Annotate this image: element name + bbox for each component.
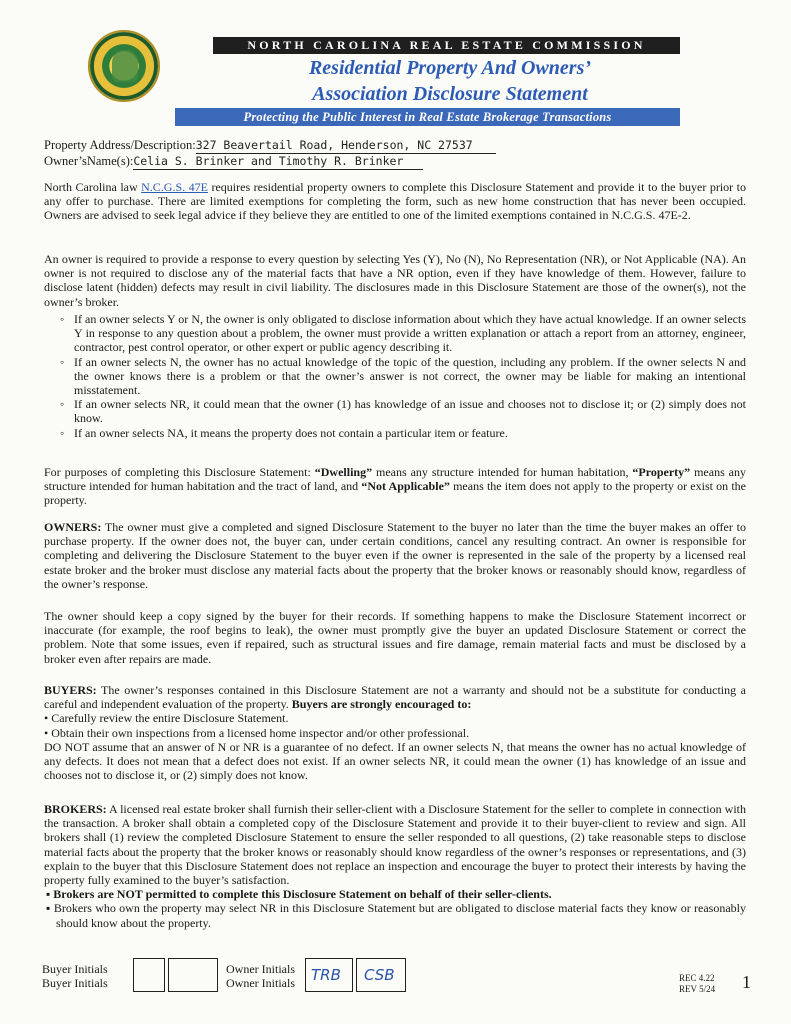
brokers-text: A licensed real estate broker shall furnish their seller-client with a Disclosure Statement for the seller to complete in connection with the transaction. A broker shall obtain a completed copy of the Disclosure Statement and provide it to their buyer-client to review and sign. All brokers shall (1) review the completed Disclosure Statement to ensure the seller responded to all questions, (2) take reasonable steps to disclose material facts about the property that the broker knows or reasonably should know regardless of the owner’s responses or representations, and (3) explain to the buyer that this Disclosure Statement does not replace an inspection and encourage the buyer to protect their interests by having the property fully examined to the buyer’s satisfaction. [44,802,746,888]
def-property: “Property” [632,465,691,479]
owners-section [44,520,746,591]
owners-name-field[interactable]: Celia S. Brinker and Timothy R. Brinker [133,153,423,170]
intro-text-pre: North Carolina law [44,180,142,194]
intro-text-post: requires residential property owners to complete this Disclosure Statement and provide it to the buyer prior to any offer to purchase. There are limited exemptions for completing the form, such as new home construction that has never been occupied. Owners are advised to seek legal advice if they believe they are entitled to one of the limited exemptions contained in N.C.G.S. 47E-2. [44,180,746,223]
commission-banner: NORTH CAROLINA REAL ESTATE COMMISSION [213,37,680,54]
response-bullets [44,312,746,440]
ncrec-seal-logo [88,30,160,102]
owners-name-row [44,153,423,170]
tagline: Protecting the Public Interest in Real Estate Brokerage Transactions [175,108,680,126]
buyer-initials-label-1: Buyer Initials [42,962,108,976]
revision-info [679,973,715,995]
def-post: means the item does not apply to the property or exist on the property. [44,479,747,508]
brokers-own-property: Brokers who own the property may select NR in this Disclosure Statement but are obligated to disclose material facts they know or reasonably should know about the property. [53,901,746,930]
owner-initials-signature-2: CSB [364,966,395,984]
owner-initials-label-1: Owner Initials [226,962,295,976]
bullet-n: ◦ If an owner selects N, the owner has no actual knowledge of the topic of the question, including any problem. If the owner selects N and the owner knows there is a problem or that the owner’s answer is not correct, the owner may be liable for making an intentional misstatement. [74,355,746,398]
page-number: 1 [742,972,751,992]
property-address-field[interactable]: 327 Beavertail Road, Henderson, NC 27537 [196,137,496,154]
def-na: “Not Applicable” [361,479,450,494]
bullet-y-or-n: ◦ If an owner selects Y or N, the owner is only obligated to disclose information about which they have actual knowledge. If an owner selects Y in response to any question about a problem, the owner must provide a written explanation or attach a report from an attorney, engineer, contractor, pest control operator, or other expert or public agency describing it. [74,312,746,355]
buyers-heading: BUYERS: [44,683,97,697]
rev-date: REV 5/24 [679,984,716,994]
buyers-item-review: • Carefully review the entire Disclosure Statement. [44,711,289,726]
property-address-label: Property Address/Description: [44,138,196,152]
owners-heading: OWNERS: [44,520,102,534]
def-mid1: means any structure intended for human habitation, [372,465,633,479]
property-address-row [44,137,496,154]
buyer-initials-box-1[interactable] [133,958,165,992]
bullet-nr: ◦ If an owner selects NR, it could mean that the owner (1) has knowledge of an issue and chooses not to disclose it; or (2) simply does not know. [74,397,746,425]
buyers-encouraged: Buyers are strongly encouraged to: [291,697,472,712]
buyers-text: The owner’s responses contained in this Disclosure Statement are not a warranty and should not be a substitute for conducting a careful and independent evaluation of the property. [44,683,746,712]
statute-link[interactable]: N.C.G.S. 47E [141,180,208,194]
def-pre: For purposes of completing this Disclosure Statement: [44,465,315,479]
rev-code: REC 4.22 [679,973,715,983]
buyers-warning: DO NOT assume that an answer of N or NR is a guarantee of no defect. If an owner selects N, that means the owner has no actual knowledge of any defects. It does not mean that a defect does not exist. If an owner selects NR, it could mean the owner (1) has knowledge of an issue and chooses not to disclose it, or (2) simply does not know. [44,739,746,783]
update-paragraph [44,609,746,666]
response-text: An owner is required to provide a response to every question by selecting Yes (Y), No (N), No Representation (NR), or Not Applicable (NA). An owner is not required to disclose any of the material facts that have a NR option, even if they have knowledge of them. However, failure to disclose latent (hidden) defects may result in civil liability. The disclosures made in this Disclosure Statement are those of the owner(s), not the owner’s broker. [44,252,746,309]
definitions-paragraph [44,465,746,508]
buyers-item-inspect: • Obtain their own inspections from a licensed home inspector and/or other professional. [44,725,470,740]
bullet-na: ◦ If an owner selects NA, it means the property does not contain a particular item or feature. [74,426,746,440]
brokers-heading: BROKERS: [44,802,107,816]
form-title-line2: Association Disclosure Statement [312,83,588,105]
def-mid2: means any structure intended for human habitation and the tract of land, and [44,465,746,494]
def-dwelling: “Dwelling” [314,465,373,479]
owners-text: The owner must give a completed and signed Disclosure Statement to the buyer no later than the time the buyer makes an offer to purchase property. If the owner does not, the buyer can, under certain conditions, cancel any resulting contract. An owner is responsible for completing and delivering the Disclosure Statement to the buyer even if the owner is represented in the sale of the property by a licensed real estate broker and the broker must disclose any material facts about the property that the broker knows or reasonably should know, regardless of the owner’s response. [44,520,746,591]
owner-initials-label-2: Owner Initials [226,976,295,990]
owner-initials-signature-1: TRB [311,966,341,984]
update-text: The owner should keep a copy signed by the buyer for their records. If something happens to make the Disclosure Statement incorrect or inaccurate (for example, the roof begins to leak), the owner must promptly give the buyer an updated Disclosure Statement or correct the problem. Note that some issues, even if repaired, such as structural issues and fire damage, remain material facts and must be disclosed by a broker even after repairs are made. [44,609,746,666]
intro-paragraph [44,180,746,223]
owners-name-label: Owner’sName(s): [44,154,134,168]
brokers-not-permitted: Brokers are NOT permitted to complete this Disclosure Statement on behalf of their seller-clients. [53,887,552,902]
buyers-section [44,683,746,782]
brokers-section: BROKERS: A licensed real estate broker shall furnish their seller-client with a Disclosure Statement for the seller to complete in connection with the transaction. A broker shall obtain a completed copy of the Disclosure Statement and provide it to their buyer-client to review and sign. All brokers shall (1) review the completed Disclosure Statement to ensure the seller responded to all questions, (2) take reasonable steps to disclose material facts about the property that the broker knows or reasonably should know regardless of the owner’s responses or representations, and (3) explain to the buyer that this Disclosure Statement does not replace an inspection and encourage the buyer to protect their interests by having the property fully examined to the buyer’s satisfaction. ▪ Brokers are NOT permitted to complete this Disclosure Statement on behalf of their seller-clients. ▪ Brokers who own the property may select NR in this Disclosure Statement but are obligated to disclose material facts they know or reasonably should know about the property. [44,802,746,930]
form-title-line1: Residential Property And Owners’ [308,57,592,79]
buyer-initials-label-2: Buyer Initials [42,976,108,990]
buyer-initials-box-2[interactable] [168,958,218,992]
owner-initials-labels [226,962,295,990]
buyer-initials-labels [42,962,108,990]
response-paragraph [44,252,746,309]
